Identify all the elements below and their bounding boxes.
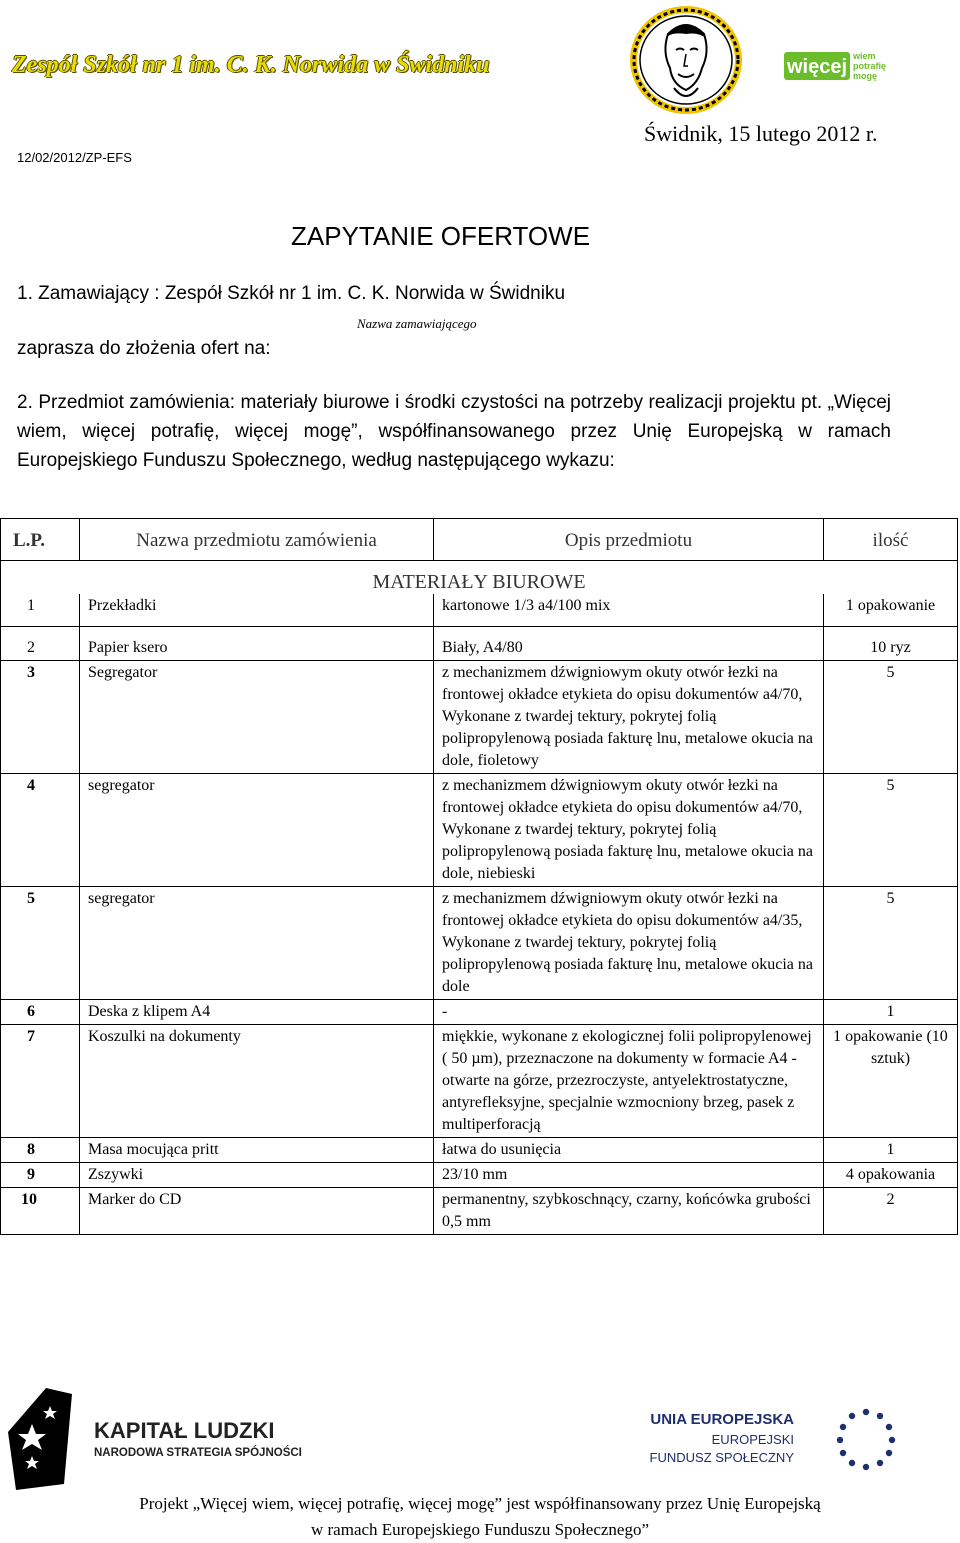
row-name: segregator — [80, 887, 434, 1000]
table-row — [1, 887, 958, 1000]
row-quantity: 1 opakowanie — [824, 594, 958, 627]
wiecej-logo-line1: wiem — [853, 51, 876, 61]
row-description: 23/10 mm — [434, 1163, 824, 1188]
row-name: Deska z klipem A4 — [80, 1000, 434, 1025]
document-title: ZAPYTANIE OFERTOWE — [291, 221, 591, 251]
table-row — [1, 1000, 958, 1025]
row-description: Biały, A4/80 — [434, 627, 824, 661]
footer-project-note — [0, 1491, 960, 1543]
row-lp: 6 — [1, 1000, 80, 1025]
table-header-row — [1, 519, 958, 561]
row-description: z mechanizmem dźwigniowym okuty otwór łezki na frontowej okładce etykieta do opisu dokumentów a4/70, Wykonane z twardej tektury, pokrytej folią polipropylenową posiada fakturę lnu, metalowe okucia na dole, niebieski — [434, 774, 824, 887]
ordering-party-caption: Nazwa zamawiającego — [357, 316, 477, 331]
table-row — [1, 1138, 958, 1163]
unia-europejska-logo — [636, 1400, 926, 1490]
section-title: MATERIAŁY BIUROWE — [1, 561, 958, 595]
row-lp: 10 — [1, 1188, 80, 1235]
row-lp: 7 — [1, 1025, 80, 1138]
row-name: Przekładki — [80, 594, 434, 627]
row-lp: 9 — [1, 1163, 80, 1188]
table-row — [1, 774, 958, 887]
kl-subtitle: NARODOWA STRATEGIA SPÓJNOŚCI — [94, 1447, 302, 1459]
row-description: miękkie, wykonane z ekologicznej folii polipropylenowej ( 50 µm), przeznaczone na dokumenty w formacie A4 - otwarte na górze, przezroczyste, antyelektrostatyczne, antyrefleksyjne, specjalnie wzmocniony brzeg, pasek z multiperforacją — [434, 1025, 824, 1138]
wiecej-wiem-logo — [784, 48, 894, 84]
items-table — [0, 518, 958, 1235]
school-seal-logo — [628, 4, 744, 116]
footer-line-2: w ramach Europejskiego Funduszu Społecznego” — [310, 1520, 650, 1539]
row-quantity: 1 opakowanie (10 sztuk) — [824, 1025, 958, 1138]
row-name: Papier ksero — [80, 627, 434, 661]
row-description: z mechanizmem dźwigniowym okuty otwór łezki na frontowej okładce etykieta do opisu dokumentów a4/70, Wykonane z twardej tektury, pokrytej folią polipropylenową posiada fakturę lnu, metalowe okucia na dole, fioletowy — [434, 661, 824, 774]
document-date: Świdnik, 15 lutego 2012 r. — [644, 121, 878, 146]
row-quantity: 5 — [824, 887, 958, 1000]
table-row — [1, 661, 958, 774]
header-quantity: ilość — [824, 519, 958, 561]
row-quantity: 1 — [824, 1000, 958, 1025]
table-row — [1, 627, 958, 661]
kl-title: KAPITAŁ LUDZKI — [94, 1418, 275, 1443]
wiecej-logo-line3: mogę — [853, 71, 878, 81]
school-name-banner: Zespół Szkół nr 1 im. C. K. Norwida w Świdniku — [12, 52, 490, 78]
row-description: - — [434, 1000, 824, 1025]
row-quantity: 2 — [824, 1188, 958, 1235]
invitation-line: zaprasza do złożenia ofert na: — [17, 338, 271, 359]
row-description: permanentny, szybkoschnący, czarny, końcówka grubości 0,5 mm — [434, 1188, 824, 1235]
ordering-party-line: 1. Zamawiający : Zespół Szkół nr 1 im. C. K. Norwida w Świdniku — [17, 283, 566, 304]
row-name: Segregator — [80, 661, 434, 774]
section-row — [1, 561, 958, 595]
header-description: Opis przedmiotu — [434, 519, 824, 561]
row-name: Masa mocująca pritt — [80, 1138, 434, 1163]
row-lp: 8 — [1, 1138, 80, 1163]
kapital-ludzki-logo — [2, 1384, 332, 1494]
row-lp: 3 — [1, 661, 80, 774]
wiecej-logo-line2: potrafię — [853, 61, 887, 71]
row-description: kartonowe 1/3 a4/100 mix — [434, 594, 824, 627]
row-description: z mechanizmem dźwigniowym okuty otwór łezki na frontowej okładce etykieta do opisu dokumentów a4/35, Wykonane z twardej tektury, pokrytej folią polipropylenową posiada fakturę lnu, metalowe okucia na dole — [434, 887, 824, 1000]
wiecej-logo-main: więcej — [786, 56, 848, 78]
row-quantity: 5 — [824, 774, 958, 887]
document-reference-number: 12/02/2012/ZP-EFS — [17, 150, 132, 165]
row-name: Zszywki — [80, 1163, 434, 1188]
row-quantity: 5 — [824, 661, 958, 774]
row-lp: 1 — [1, 594, 80, 627]
table-row — [1, 1163, 958, 1188]
ue-title: UNIA EUROPEJSKA — [650, 1411, 794, 1428]
row-quantity: 1 — [824, 1138, 958, 1163]
row-lp: 4 — [1, 774, 80, 887]
row-quantity: 4 opakowania — [824, 1163, 958, 1188]
row-description: łatwa do usunięcia — [434, 1138, 824, 1163]
table-row — [1, 1025, 958, 1138]
row-name: Koszulki na dokumenty — [80, 1025, 434, 1138]
ue-line3: FUNDUSZ SPOŁECZNY — [649, 1450, 794, 1465]
table-row — [1, 1188, 958, 1235]
row-lp: 2 — [1, 627, 80, 661]
header-item-name: Nazwa przedmiotu zamówienia — [80, 519, 434, 561]
eu-stars-icon — [837, 1409, 895, 1470]
table-row — [1, 594, 958, 627]
row-name: Marker do CD — [80, 1188, 434, 1235]
row-quantity: 10 ryz — [824, 627, 958, 661]
row-name: segregator — [80, 774, 434, 887]
row-lp: 5 — [1, 887, 80, 1000]
header-lp: L.P. — [1, 519, 80, 561]
ue-line2: EUROPEJSKI — [711, 1432, 794, 1447]
order-subject-paragraph: 2. Przedmiot zamówienia: materiały biurowe i środki czystości na potrzeby realizacji projektu pt. „Więcej wiem, więcej potrafię, więcej mogę”, współfinansowanego przez Unię Europejską w ramach Europejskiego Funduszu Społecznego, według następującego wykazu: — [17, 392, 891, 471]
footer-line-1: Projekt „Więcej wiem, więcej potrafię, więcej mogę” jest współfinansowany przez Unię Europejską — [139, 1494, 821, 1513]
